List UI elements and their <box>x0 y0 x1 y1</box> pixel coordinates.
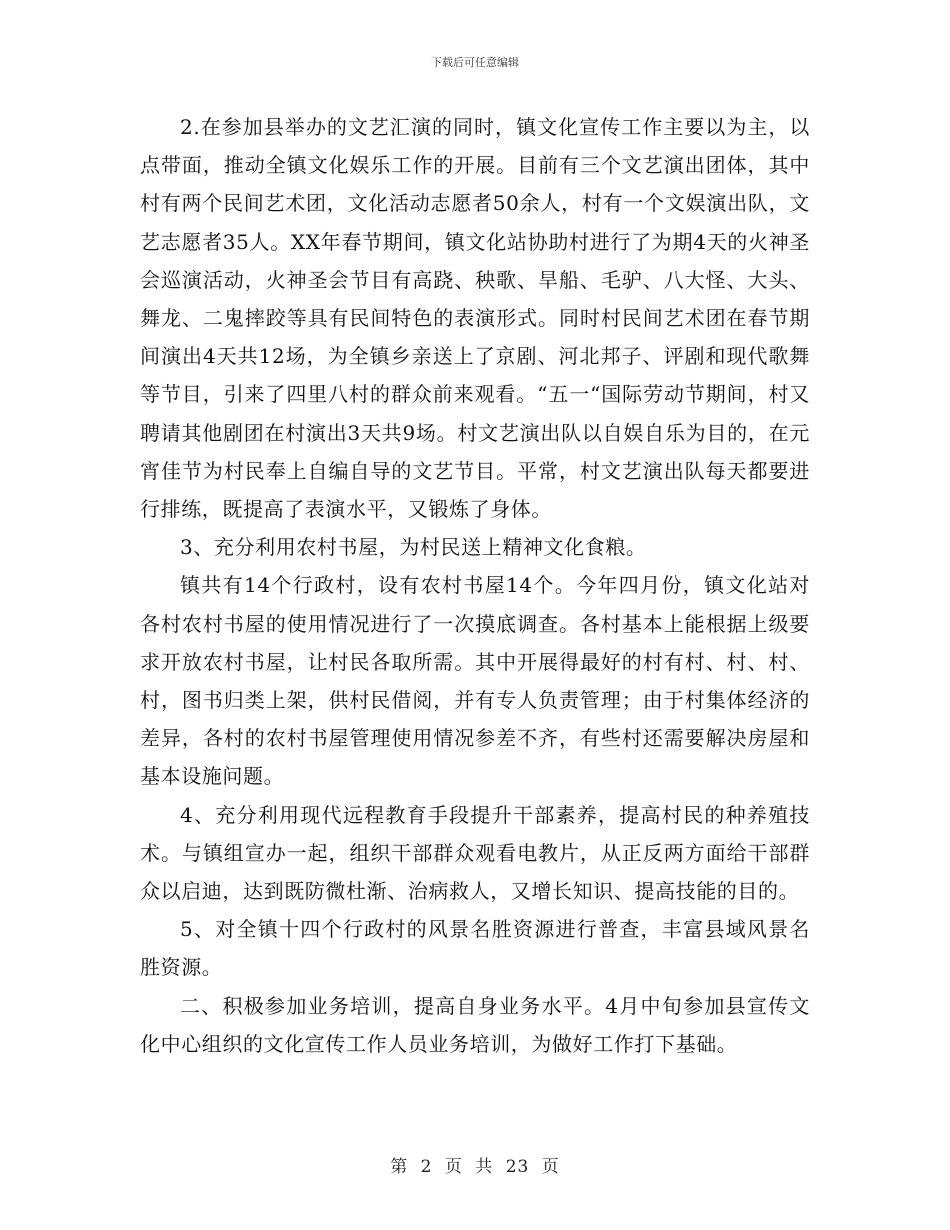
paragraph-remote-education: 4、充分利用现代远程教育手段提升干部素养，提高村民的种养殖技术。与镇组宣办一起，组织干部群众观看电教片，从正反两方面给干部群众以启迪，达到既防微杜渐、治病救人，又增长知识、提高技能的目的。 <box>140 802 810 904</box>
page-header-note: 下载后可任意编辑 <box>431 56 519 69</box>
document-body <box>140 108 810 1063</box>
paragraph-rural-library-heading: 3、充分利用农村书屋，为村民送上精神文化食粮。 <box>180 535 647 560</box>
paragraph-training: 二、积极参加业务培训，提高自身业务水平。4月中旬参加县宣传文化中心组织的文化宣传工作人员业务培训，为做好工作打下基础。 <box>140 993 810 1056</box>
paragraph-scenic-resources: 5、对全镇十四个行政村的风景名胜资源进行普查，丰富县域风景名胜资源。 <box>140 917 810 980</box>
page-number-footer: 第 2 页 共 23 页 <box>390 1157 560 1177</box>
paragraph-rural-library-details: 镇共有14个行政村，设有农村书屋14个。今年四月份，镇文化站对各村农村书屋的使用情况进行了一次摸底调查。各村基本上能根据上级要求开放农村书屋，让村民各取所需。其中开展得最好的村有村、村、村、村，图书归类上架，供村民借阅，并有专人负责管理；由于村集体经济的差异，各村的农村书屋管理使用情况参差不齐，有些村还需要解决房屋和基本设施问题。 <box>140 573 810 789</box>
paragraph-arts-performance: 2.在参加县举办的文艺汇演的同时，镇文化宣传工作主要以为主，以点带面，推动全镇文化娱乐工作的开展。目前有三个文艺演出团体，其中村有两个民间艺术团，文化活动志愿者50余人，村有一个文娱演出队，文艺志愿者35人。XX年春节期间，镇文化站协助村进行了为期4天的火神圣会巡演活动，火神圣会节目有高跷、秧歌、旱船、毛驴、八大怪、大头、舞龙、二鬼摔跤等具有民间特色的表演形式。同时村民间艺术团在春节期间演出4天共12场，为全镇乡亲送上了京剧、河北邦子、评剧和现代歌舞等节目，引来了四里八村的群众前来观看。“五一“国际劳动节期间，村又聘请其他剧团在村演出3天共9场。村文艺演出队以自娱自乐为目的，在元宵佳节为村民奉上自编自导的文艺节目。平常，村文艺演出队每天都要进行排练，既提高了表演水平，又锻炼了身体。 <box>140 115 810 522</box>
